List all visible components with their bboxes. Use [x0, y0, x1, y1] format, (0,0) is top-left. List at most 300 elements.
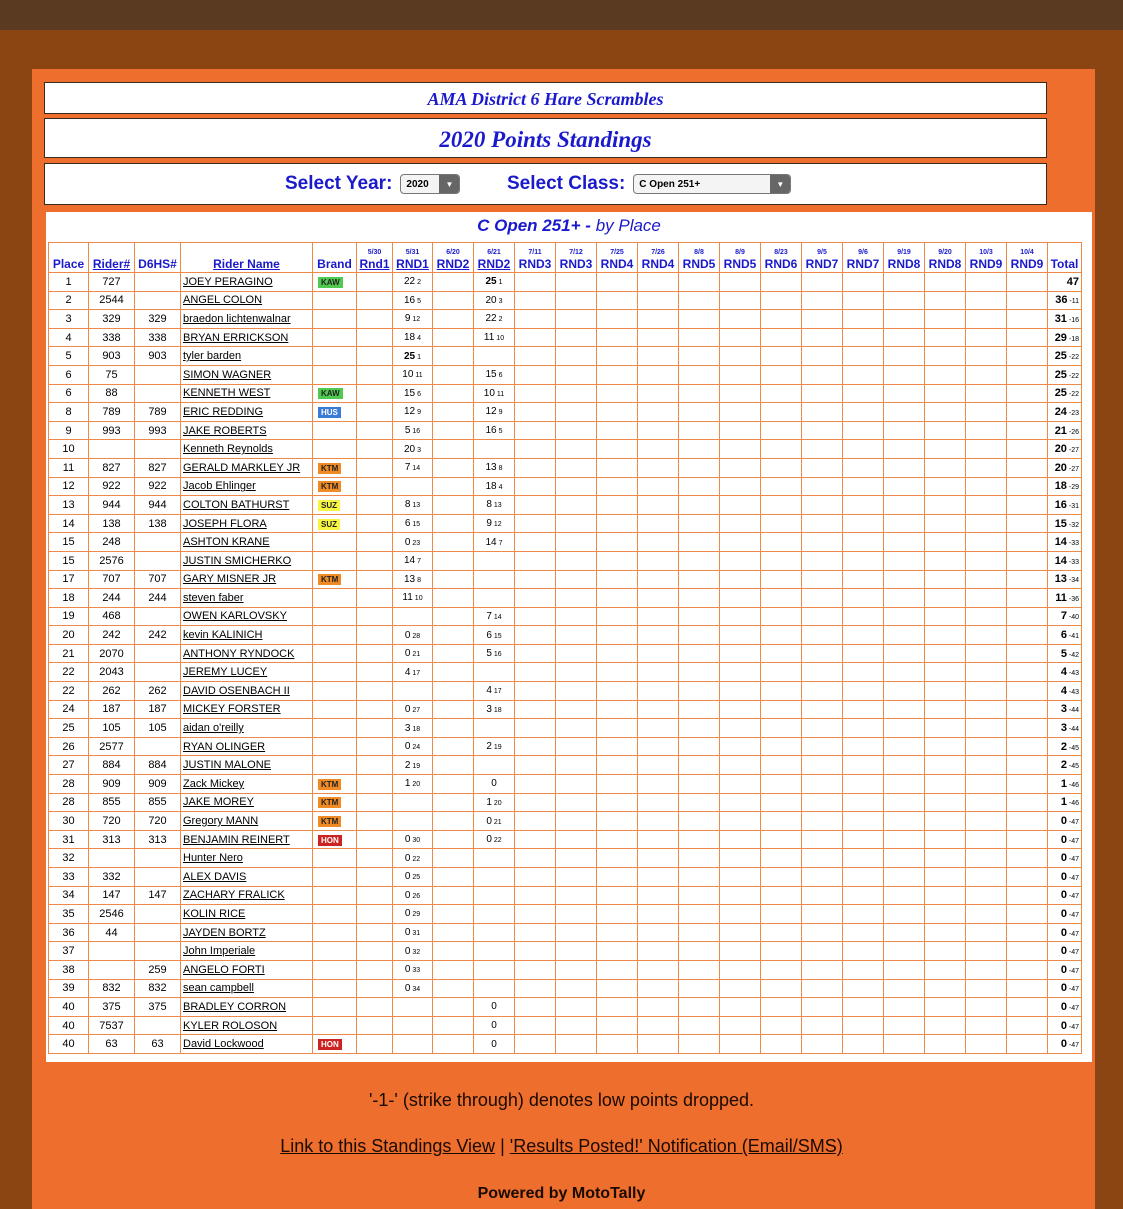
- round-points: [556, 737, 597, 756]
- round-points: [720, 942, 761, 961]
- round-points: [802, 1035, 843, 1054]
- brand-cell: [313, 477, 357, 496]
- round-points: [843, 756, 884, 775]
- round-points: [515, 886, 556, 905]
- rider-name-link[interactable]: OWEN KARLOVSKY: [183, 610, 287, 623]
- year-select-value: 2020: [406, 178, 429, 190]
- round-points: [925, 291, 966, 310]
- round-points: [802, 923, 843, 942]
- total-cell: 0 -47: [1048, 830, 1082, 849]
- rider-name-cell: [181, 496, 313, 515]
- round-points: [597, 1035, 638, 1054]
- rider-name-link[interactable]: JAKE ROBERTS: [183, 424, 267, 437]
- column-header[interactable]: [433, 243, 474, 273]
- brand-cell: [313, 775, 357, 794]
- round-points: [843, 403, 884, 422]
- round-points: [357, 477, 393, 496]
- rider-name-link[interactable]: David Lockwood: [183, 1038, 264, 1051]
- rider-name-link[interactable]: sean campbell: [183, 982, 254, 995]
- rider-name-link[interactable]: ALEX DAVIS: [183, 870, 247, 883]
- round-points: [638, 737, 679, 756]
- place-cell: 39: [49, 979, 89, 998]
- d6hs-number-cell: 993: [135, 421, 181, 440]
- round-points: [556, 812, 597, 831]
- round-points: [761, 905, 802, 924]
- round-points: [515, 477, 556, 496]
- round-points: [515, 719, 556, 738]
- round-points: [966, 979, 1007, 998]
- round-points: [802, 551, 843, 570]
- round-points: [761, 663, 802, 682]
- round-points: [802, 979, 843, 998]
- place-cell: 34: [49, 886, 89, 905]
- round-points: [720, 979, 761, 998]
- round-points: [357, 942, 393, 961]
- d6hs-number-cell: 329: [135, 310, 181, 329]
- round-points: [679, 458, 720, 477]
- round-points: [761, 868, 802, 887]
- round-points: [1007, 886, 1048, 905]
- rider-name-link[interactable]: JOEY PERAGINO: [183, 275, 273, 288]
- round-points: [638, 775, 679, 794]
- round-points: [925, 830, 966, 849]
- total-cell: 0 -47: [1048, 998, 1082, 1017]
- rider-name-link[interactable]: aidan o'reilly: [183, 722, 244, 735]
- rider-name-link[interactable]: GARY MISNER JR: [183, 573, 277, 586]
- rider-name-link[interactable]: ANGELO FORTI: [183, 963, 265, 976]
- brand-cell: [313, 440, 357, 459]
- rider-name-link[interactable]: kevin KALINICH: [183, 629, 263, 642]
- round-points: [925, 644, 966, 663]
- round-points: [474, 868, 515, 887]
- round-points: [357, 496, 393, 515]
- d6hs-number-cell: 909: [135, 775, 181, 794]
- round-points: [925, 347, 966, 366]
- d6hs-number-cell: 313: [135, 830, 181, 849]
- rider-name-link[interactable]: KYLER ROLOSON: [183, 1019, 278, 1032]
- powered-by: Powered by MotoTally: [477, 1185, 646, 1202]
- table-row: [49, 719, 1082, 738]
- rider-number-cell: 313: [89, 830, 135, 849]
- round-points: [357, 793, 393, 812]
- rider-number-cell: 7537: [89, 1016, 135, 1035]
- round-points: [802, 1016, 843, 1035]
- round-points: [843, 421, 884, 440]
- table-row: [49, 514, 1082, 533]
- round-points: [679, 533, 720, 552]
- rider-name-link[interactable]: ZACHARY FRALICK: [183, 889, 285, 902]
- total-cell: 7 -40: [1048, 607, 1082, 626]
- round-points: [1007, 440, 1048, 459]
- rider-name-cell: [181, 905, 313, 924]
- brand-cell: [313, 830, 357, 849]
- rider-name-cell: [181, 273, 313, 292]
- d6hs-number-cell: [135, 440, 181, 459]
- round-points: [556, 1035, 597, 1054]
- total-cell: 29 -18: [1048, 328, 1082, 347]
- table-row: [49, 551, 1082, 570]
- rider-number-cell: 827: [89, 458, 135, 477]
- round-points: [925, 868, 966, 887]
- round-points: [843, 700, 884, 719]
- column-label: Rnd1: [359, 257, 390, 271]
- place-cell: 33: [49, 868, 89, 887]
- round-points: [556, 347, 597, 366]
- round-points: [720, 477, 761, 496]
- round-points: [357, 1035, 393, 1054]
- rider-name-link[interactable]: tyler barden: [183, 350, 242, 363]
- round-points: 0 31: [393, 923, 433, 942]
- round-points: [357, 998, 393, 1017]
- round-points: [474, 663, 515, 682]
- total-cell: 4 -43: [1048, 663, 1082, 682]
- round-points: [761, 849, 802, 868]
- round-points: [720, 514, 761, 533]
- round-date: 10/4: [1020, 249, 1034, 256]
- round-points: [433, 384, 474, 403]
- round-points: [761, 886, 802, 905]
- column-header[interactable]: [393, 243, 433, 273]
- rider-name-link[interactable]: steven faber: [183, 591, 244, 604]
- round-points: 2 19: [474, 737, 515, 756]
- round-points: [393, 607, 433, 626]
- round-points: [1007, 830, 1048, 849]
- round-points: [966, 421, 1007, 440]
- round-points: [638, 682, 679, 701]
- d6hs-number-cell: 338: [135, 328, 181, 347]
- table-row: [49, 700, 1082, 719]
- round-points: 9 12: [393, 310, 433, 329]
- d6hs-number-cell: 63: [135, 1035, 181, 1054]
- rider-number-cell: 884: [89, 756, 135, 775]
- round-points: [843, 477, 884, 496]
- round-points: [515, 682, 556, 701]
- round-points: [357, 384, 393, 403]
- total-cell: 11 -36: [1048, 589, 1082, 608]
- rider-name-link[interactable]: JUSTIN SMICHERKO: [183, 554, 292, 567]
- round-points: [884, 570, 925, 589]
- table-row: [49, 682, 1082, 701]
- table-row: [49, 812, 1082, 831]
- rider-name-link[interactable]: JEREMY LUCEY: [183, 666, 268, 679]
- year-select[interactable]: [400, 174, 460, 194]
- round-points: [679, 960, 720, 979]
- round-points: [679, 700, 720, 719]
- round-points: [802, 700, 843, 719]
- round-points: [433, 775, 474, 794]
- rider-name-link[interactable]: ASHTON KRANE: [183, 536, 270, 549]
- rider-number-cell: 187: [89, 700, 135, 719]
- total-cell: 2 -45: [1048, 737, 1082, 756]
- round-points: [720, 365, 761, 384]
- round-points: 7 14: [474, 607, 515, 626]
- year-selector: [285, 173, 460, 195]
- place-cell: 27: [49, 756, 89, 775]
- rider-name-link[interactable]: MICKEY FORSTER: [183, 703, 281, 716]
- round-points: [802, 496, 843, 515]
- table-row: [49, 310, 1082, 329]
- round-points: [1007, 310, 1048, 329]
- round-points: [638, 886, 679, 905]
- round-points: [679, 737, 720, 756]
- round-points: [966, 775, 1007, 794]
- rider-name-link[interactable]: BENJAMIN REINERT: [183, 833, 290, 846]
- round-points: [966, 477, 1007, 496]
- place-cell: 36: [49, 923, 89, 942]
- round-points: [966, 682, 1007, 701]
- round-points: [802, 403, 843, 422]
- round-points: [843, 830, 884, 849]
- round-points: [433, 700, 474, 719]
- round-points: [802, 421, 843, 440]
- rider-name-link[interactable]: Hunter Nero: [183, 852, 243, 865]
- place-cell: 22: [49, 663, 89, 682]
- round-points: [597, 310, 638, 329]
- round-points: [802, 570, 843, 589]
- rider-number-cell: 2544: [89, 291, 135, 310]
- column-header[interactable]: [89, 243, 135, 273]
- brand-cell: [313, 868, 357, 887]
- round-points: [884, 793, 925, 812]
- round-points: [597, 886, 638, 905]
- round-points: [556, 849, 597, 868]
- round-points: [597, 663, 638, 682]
- class-select-value: C Open 251+: [639, 178, 701, 190]
- column-header[interactable]: [181, 243, 313, 273]
- round-points: [966, 310, 1007, 329]
- round-points: [966, 793, 1007, 812]
- d6hs-number-cell: 707: [135, 570, 181, 589]
- total-cell: 0 -47: [1048, 905, 1082, 924]
- round-points: [843, 979, 884, 998]
- round-date: 8/9: [735, 249, 745, 256]
- round-points: [1007, 365, 1048, 384]
- round-date: 9/19: [897, 249, 911, 256]
- round-points: [925, 533, 966, 552]
- round-points: [474, 905, 515, 924]
- round-points: [357, 756, 393, 775]
- round-points: [433, 403, 474, 422]
- round-points: [556, 719, 597, 738]
- round-points: [966, 663, 1007, 682]
- rider-name-link[interactable]: Zack Mickey: [183, 777, 245, 790]
- rider-number-cell: 909: [89, 775, 135, 794]
- round-points: [966, 998, 1007, 1017]
- round-points: [597, 905, 638, 924]
- round-points: [357, 979, 393, 998]
- round-points: [357, 551, 393, 570]
- rider-name-link[interactable]: SIMON WAGNER: [183, 368, 272, 381]
- rider-name-link[interactable]: ERIC REDDING: [183, 405, 264, 418]
- rider-number-cell: [89, 849, 135, 868]
- rider-number-cell: 138: [89, 514, 135, 533]
- rider-name-link[interactable]: JOSEPH FLORA: [183, 517, 267, 530]
- place-cell: 28: [49, 775, 89, 794]
- d6hs-number-cell: [135, 849, 181, 868]
- round-points: [843, 849, 884, 868]
- rider-name-cell: [181, 403, 313, 422]
- round-points: [843, 923, 884, 942]
- column-header: [966, 243, 1007, 273]
- column-label: RND4: [641, 257, 675, 271]
- rider-number-cell: 248: [89, 533, 135, 552]
- round-points: [925, 496, 966, 515]
- rider-name-link[interactable]: JAKE MOREY: [183, 796, 254, 809]
- rider-name-link[interactable]: John Imperiale: [183, 945, 256, 958]
- round-points: [761, 942, 802, 961]
- rider-number-cell: 993: [89, 421, 135, 440]
- place-cell: 15: [49, 533, 89, 552]
- round-points: [802, 626, 843, 645]
- round-points: [1007, 533, 1048, 552]
- brand-cell: [313, 700, 357, 719]
- round-points: [679, 440, 720, 459]
- round-points: [802, 663, 843, 682]
- round-points: [679, 365, 720, 384]
- place-cell: 5: [49, 347, 89, 366]
- rider-number-cell: 338: [89, 328, 135, 347]
- rider-name-cell: [181, 756, 313, 775]
- round-points: [884, 700, 925, 719]
- round-points: [925, 477, 966, 496]
- table-row: [49, 607, 1082, 626]
- brand-cell: [313, 421, 357, 440]
- round-points: [843, 347, 884, 366]
- rider-name-link[interactable]: ANGEL COLON: [183, 294, 263, 307]
- round-points: [433, 905, 474, 924]
- brand-badge: KTM: [318, 779, 341, 790]
- rider-name-link[interactable]: Jacob Ehlinger: [183, 480, 256, 493]
- round-points: 1 20: [474, 793, 515, 812]
- round-points: [761, 682, 802, 701]
- round-points: [925, 756, 966, 775]
- rider-number-cell: 262: [89, 682, 135, 701]
- round-points: [357, 663, 393, 682]
- round-points: [802, 830, 843, 849]
- round-points: [597, 273, 638, 292]
- total-cell: 5 -42: [1048, 644, 1082, 663]
- round-points: [679, 719, 720, 738]
- round-points: [638, 589, 679, 608]
- standings-view-link[interactable]: Link to this Standings View: [280, 1136, 496, 1156]
- round-points: [843, 868, 884, 887]
- round-points: [761, 514, 802, 533]
- round-points: [357, 421, 393, 440]
- round-points: [761, 960, 802, 979]
- rider-name-cell: [181, 663, 313, 682]
- column-label: Rider Name: [213, 257, 280, 271]
- rider-name-link[interactable]: braedon lichtenwalnar: [183, 312, 291, 325]
- rider-number-cell: 2070: [89, 644, 135, 663]
- round-points: 12 9: [393, 403, 433, 422]
- rider-name-link[interactable]: KOLIN RICE: [183, 907, 246, 920]
- round-points: [843, 998, 884, 1017]
- rider-name-link[interactable]: JUSTIN MALONE: [183, 759, 272, 772]
- round-points: [925, 886, 966, 905]
- brand-badge: KTM: [318, 481, 341, 492]
- column-header[interactable]: [474, 243, 515, 273]
- brand-badge: HON: [318, 835, 342, 846]
- round-points: [357, 682, 393, 701]
- place-cell: 2: [49, 291, 89, 310]
- d6hs-number-cell: [135, 291, 181, 310]
- round-points: [884, 384, 925, 403]
- round-points: [843, 737, 884, 756]
- results-notification-link[interactable]: 'Results Posted!' Notification (Email/SMS): [509, 1136, 843, 1156]
- column-header: [638, 243, 679, 273]
- rider-name-link[interactable]: KENNETH WEST: [183, 387, 271, 400]
- chevron-down-icon: ▼: [770, 175, 790, 193]
- round-points: [884, 923, 925, 942]
- round-points: [597, 458, 638, 477]
- round-points: [966, 737, 1007, 756]
- column-label: RND6: [764, 257, 798, 271]
- round-points: [720, 775, 761, 794]
- round-points: [843, 719, 884, 738]
- round-points: [597, 960, 638, 979]
- round-points: [357, 328, 393, 347]
- rider-name-cell: [181, 310, 313, 329]
- total-cell: 1 -46: [1048, 775, 1082, 794]
- round-points: [884, 775, 925, 794]
- rider-name-link[interactable]: RYAN OLINGER: [183, 740, 266, 753]
- brand-cell: [313, 737, 357, 756]
- brand-cell: [313, 458, 357, 477]
- round-points: [966, 700, 1007, 719]
- brand-badge: SUZ: [318, 519, 340, 530]
- column-header: [556, 243, 597, 273]
- round-points: [433, 793, 474, 812]
- round-points: [843, 458, 884, 477]
- rider-name-link[interactable]: COLTON BATHURST: [183, 498, 290, 511]
- round-points: [966, 384, 1007, 403]
- rider-name-link[interactable]: BRYAN ERRICKSON: [183, 331, 289, 344]
- round-points: [357, 700, 393, 719]
- round-points: [638, 998, 679, 1017]
- rider-name-link[interactable]: DAVID OSENBACH II: [183, 684, 290, 697]
- round-points: [515, 347, 556, 366]
- round-points: [556, 421, 597, 440]
- round-points: [433, 663, 474, 682]
- rider-name-link[interactable]: GERALD MARKLEY JR: [183, 461, 301, 474]
- round-points: [433, 607, 474, 626]
- round-points: [638, 942, 679, 961]
- round-points: [556, 793, 597, 812]
- rider-name-link[interactable]: JAYDEN BORTZ: [183, 926, 266, 939]
- round-points: [925, 942, 966, 961]
- round-points: [638, 347, 679, 366]
- round-points: [761, 477, 802, 496]
- round-date: 7/25: [610, 249, 624, 256]
- rider-name-cell: [181, 607, 313, 626]
- round-points: [802, 514, 843, 533]
- round-points: [638, 384, 679, 403]
- rider-number-cell: 922: [89, 477, 135, 496]
- rider-name-link[interactable]: ANTHONY RYNDOCK: [183, 647, 295, 660]
- total-cell: 0 -47: [1048, 886, 1082, 905]
- brand-cell: [313, 644, 357, 663]
- round-points: [433, 365, 474, 384]
- rider-name-link[interactable]: Kenneth Reynolds: [183, 443, 273, 456]
- rider-name-link[interactable]: Gregory MANN: [183, 815, 259, 828]
- brand-cell: [313, 905, 357, 924]
- rider-name-cell: [181, 570, 313, 589]
- class-select[interactable]: [633, 174, 791, 194]
- rider-name-link[interactable]: BRADLEY CORRON: [183, 1000, 287, 1013]
- round-points: [1007, 775, 1048, 794]
- round-points: 16 5: [474, 421, 515, 440]
- column-header[interactable]: [357, 243, 393, 273]
